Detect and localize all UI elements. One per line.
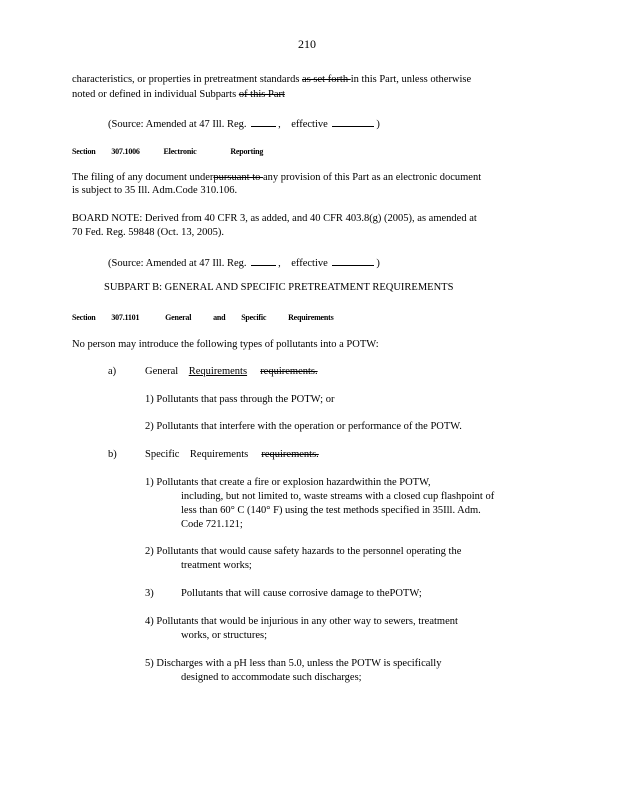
- text: any provision of this Part as an electronic document: [263, 172, 482, 183]
- board-note-line: 70 Fed. Reg. 59848 (Oct. 13, 2005).: [72, 227, 224, 238]
- comma: ,: [278, 119, 281, 130]
- struck-text: requirements.: [261, 449, 319, 460]
- section-title-word: General: [165, 313, 192, 322]
- paragraph-line: [72, 74, 471, 86]
- section-heading: [72, 312, 334, 324]
- list-item-line: less than 60° C (140° F) using the test methods specified in 35Ill. Adm.: [181, 505, 481, 516]
- text: in this Part, unless otherwise: [350, 74, 472, 85]
- list-item-line: designed to accommodate such discharges;: [181, 672, 362, 683]
- list-item-line: 2) Pollutants that would cause safety hazards to the personnel operating the: [145, 546, 462, 557]
- struck-text: requirements.: [260, 366, 318, 377]
- list-marker: a): [108, 366, 117, 377]
- text: The filing of any document under: [72, 172, 214, 183]
- section-title-word: Requirements: [288, 313, 334, 322]
- effective-label: effective: [291, 119, 328, 130]
- subpart-heading: SUBPART B: GENERAL AND SPECIFIC PRETREATMENT REQUIREMENTS: [104, 282, 454, 293]
- section-heading: [72, 146, 263, 158]
- blank-line: [251, 256, 276, 266]
- list-item-heading: [145, 449, 319, 461]
- list-item-line: including, but not limited to, waste streams with a closed cup flashpoint of: [181, 491, 495, 502]
- section-number: 307.1101: [111, 313, 140, 322]
- list-item-line: treatment works;: [181, 560, 252, 571]
- item-label: Specific: [145, 449, 180, 460]
- list-item-line: 5) Discharges with a pH less than 5.0, unless the POTW is specifically: [145, 658, 442, 669]
- inserted-text: Requirements: [189, 449, 249, 460]
- section-title-word: Specific: [241, 313, 267, 322]
- close-paren: ): [376, 258, 380, 269]
- close-paren: ): [376, 119, 380, 130]
- source-note: [108, 256, 380, 270]
- list-item-line: Pollutants that will cause corrosive damage to thePOTW;: [181, 588, 422, 599]
- list-item-line: 4) Pollutants that would be injurious in any other way to sewers, treatment: [145, 616, 458, 627]
- page-number: 210: [298, 37, 316, 51]
- list-item-line: Code 721.121;: [181, 519, 243, 530]
- section-label: Section: [72, 147, 96, 156]
- struck-text: of this Part: [238, 89, 285, 100]
- effective-label: effective: [291, 258, 328, 269]
- inserted-text: Requirements: [188, 366, 248, 377]
- struck-text: pursuant to: [213, 172, 263, 183]
- text: characteristics, or properties in pretreatment standards: [72, 74, 303, 85]
- comma: ,: [278, 258, 281, 269]
- item-label: General: [145, 366, 179, 377]
- paragraph-line: is subject to 35 Ill. Adm.Code 310.106.: [72, 185, 238, 196]
- section-title-word: Reporting: [230, 147, 264, 156]
- blank-line: [332, 117, 374, 127]
- list-item-heading: [145, 366, 318, 378]
- source-text: (Source: Amended at 47 Ill. Reg.: [108, 119, 247, 130]
- intro-text: No person may introduce the following types of pollutants into a POTW:: [72, 339, 379, 350]
- blank-line: [332, 256, 374, 266]
- list-item: 1) Pollutants that pass through the POTW; or: [145, 394, 335, 405]
- blank-line: [251, 117, 276, 127]
- list-item-line: 1) Pollutants that create a fire or explosion hazardwithin the POTW,: [145, 477, 431, 488]
- board-note-line: BOARD NOTE: Derived from 40 CFR 3, as added, and 40 CFR 403.8(g) (2005), as amended at: [72, 213, 477, 224]
- list-item: 2) Pollutants that interfere with the operation or performance of the POTW.: [145, 421, 462, 432]
- text: noted or defined in individual Subparts: [72, 89, 239, 100]
- section-title-word: Electronic: [163, 147, 197, 156]
- source-note: [108, 117, 380, 131]
- source-text: (Source: Amended at 47 Ill. Reg.: [108, 258, 247, 269]
- list-marker: b): [108, 449, 117, 460]
- paragraph-line: [72, 172, 481, 184]
- paragraph-line: [72, 89, 285, 101]
- section-number: 307.1006: [111, 147, 140, 156]
- section-label: Section: [72, 313, 96, 322]
- struck-text: as set forth: [302, 74, 351, 85]
- list-item-line: works, or structures;: [181, 630, 268, 641]
- list-item-number: 3): [145, 588, 154, 599]
- section-title-word: and: [213, 313, 226, 322]
